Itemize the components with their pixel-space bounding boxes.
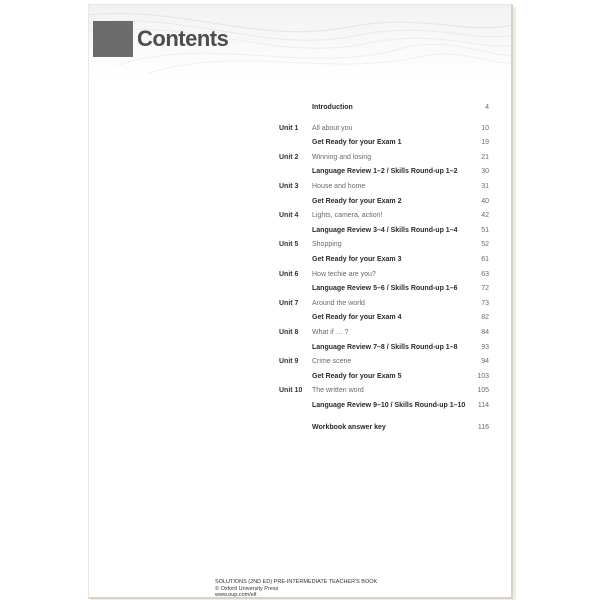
toc-entry-title: Language Review 5–6 / Skills Round-up 1–6	[312, 285, 458, 293]
toc-page-number: 94	[481, 358, 489, 366]
toc-page-number: 10	[481, 124, 489, 132]
toc-entry	[279, 136, 489, 151]
toc-entry	[279, 180, 489, 195]
toc-entry-title: Get Ready for your Exam 3	[312, 255, 402, 263]
toc-entry-title: Language Review 1–2 / Skills Round-up 1–2	[312, 168, 458, 176]
toc-entry	[279, 165, 489, 180]
toc-page-number: 31	[481, 182, 489, 190]
toc-entry	[279, 101, 489, 116]
toc-page-number: 93	[481, 343, 489, 351]
toc-page-number: 42	[481, 212, 489, 220]
toc-entry-title: Get Ready for your Exam 4	[312, 314, 402, 322]
toc-entry	[279, 355, 489, 370]
toc-entry	[279, 384, 489, 399]
toc-entry-title: Language Review 9–10 / Skills Round-up 1–10	[312, 401, 466, 409]
footer-url: www.oup.com/elt	[215, 592, 257, 599]
toc-entry-title: How techie are you?	[312, 270, 376, 278]
toc-entry	[279, 282, 489, 297]
footer-publisher: © Oxford University Press	[215, 585, 279, 592]
toc-entry	[279, 370, 489, 385]
toc-entry	[279, 268, 489, 283]
toc-page-number: 105	[477, 387, 489, 395]
toc-entry-title: What if … ?	[312, 328, 349, 336]
toc-entry-title: Language Review 7–8 / Skills Round-up 1–8	[312, 343, 458, 351]
toc-page-number: 30	[481, 168, 489, 176]
toc-entry-title: Introduction	[312, 104, 353, 111]
table-of-contents	[279, 101, 489, 436]
toc-entry	[279, 326, 489, 341]
toc-entry-title: Get Ready for your Exam 1	[312, 139, 402, 147]
toc-unit-label: Unit 5	[279, 241, 299, 249]
toc-entry	[279, 122, 489, 137]
toc-entry-title: The written word	[312, 387, 364, 395]
toc-entry	[279, 151, 489, 166]
toc-page-number: 116	[477, 424, 489, 432]
toc-unit-label: Unit 1	[279, 124, 299, 132]
copyright-footer	[215, 579, 377, 599]
toc-entry-title: Lights, camera, action!	[312, 212, 383, 220]
title-accent-block	[93, 21, 133, 57]
toc-page-number: 51	[481, 226, 489, 234]
toc-entry	[279, 399, 489, 414]
toc-page-number: 19	[481, 139, 489, 147]
toc-entry	[279, 297, 489, 312]
toc-page-number: 103	[477, 372, 489, 380]
toc-entry	[279, 311, 489, 326]
toc-page-number: 73	[481, 299, 489, 307]
toc-entry	[279, 421, 489, 436]
toc-unit-label: Unit 2	[279, 153, 299, 161]
toc-unit-label: Unit 8	[279, 328, 299, 336]
document-page	[88, 4, 513, 599]
toc-page-number: 72	[481, 285, 489, 293]
toc-page-number: 82	[481, 314, 489, 322]
toc-page-number: 84	[481, 328, 489, 336]
toc-unit-label: Unit 3	[279, 182, 299, 190]
toc-page-number: 61	[481, 255, 489, 263]
toc-entry	[279, 195, 489, 210]
toc-entry-title: Get Ready for your Exam 5	[312, 372, 402, 380]
toc-page-number: 63	[481, 270, 489, 278]
toc-entry-title: Workbook answer key	[312, 424, 386, 432]
toc-entry-title: Around the world	[312, 299, 365, 307]
toc-entry-title: All about you	[312, 124, 353, 132]
toc-unit-label: Unit 7	[279, 299, 299, 307]
header-banner	[89, 5, 511, 77]
toc-entry	[279, 209, 489, 224]
toc-entry-title: Language Review 3–4 / Skills Round-up 1–4	[312, 226, 458, 234]
toc-page-number: 4	[485, 104, 489, 111]
toc-entry	[279, 253, 489, 268]
toc-entry	[279, 224, 489, 239]
toc-entry	[279, 238, 489, 253]
toc-entry-title: Crime scene	[312, 358, 352, 366]
toc-page-number: 114	[477, 401, 489, 409]
toc-unit-label: Unit 9	[279, 358, 299, 366]
toc-entry-title: House and home	[312, 182, 366, 190]
toc-entry-title: Shopping	[312, 241, 342, 249]
toc-unit-label: Unit 10	[279, 387, 303, 395]
toc-unit-label: Unit 4	[279, 212, 299, 220]
page-title: Contents	[137, 26, 229, 51]
toc-page-number: 52	[481, 241, 489, 249]
toc-entry-title: Winning and losing	[312, 153, 372, 161]
toc-page-number: 40	[481, 197, 489, 205]
toc-entry-title: Get Ready for your Exam 2	[312, 197, 402, 205]
toc-page-number: 21	[481, 153, 489, 161]
toc-unit-label: Unit 6	[279, 270, 299, 278]
toc-entry	[279, 341, 489, 356]
footer-book-title: SOLUTIONS (2ND ED) PRE-INTERMEDIATE TEACHER'S BOOK	[215, 579, 378, 585]
